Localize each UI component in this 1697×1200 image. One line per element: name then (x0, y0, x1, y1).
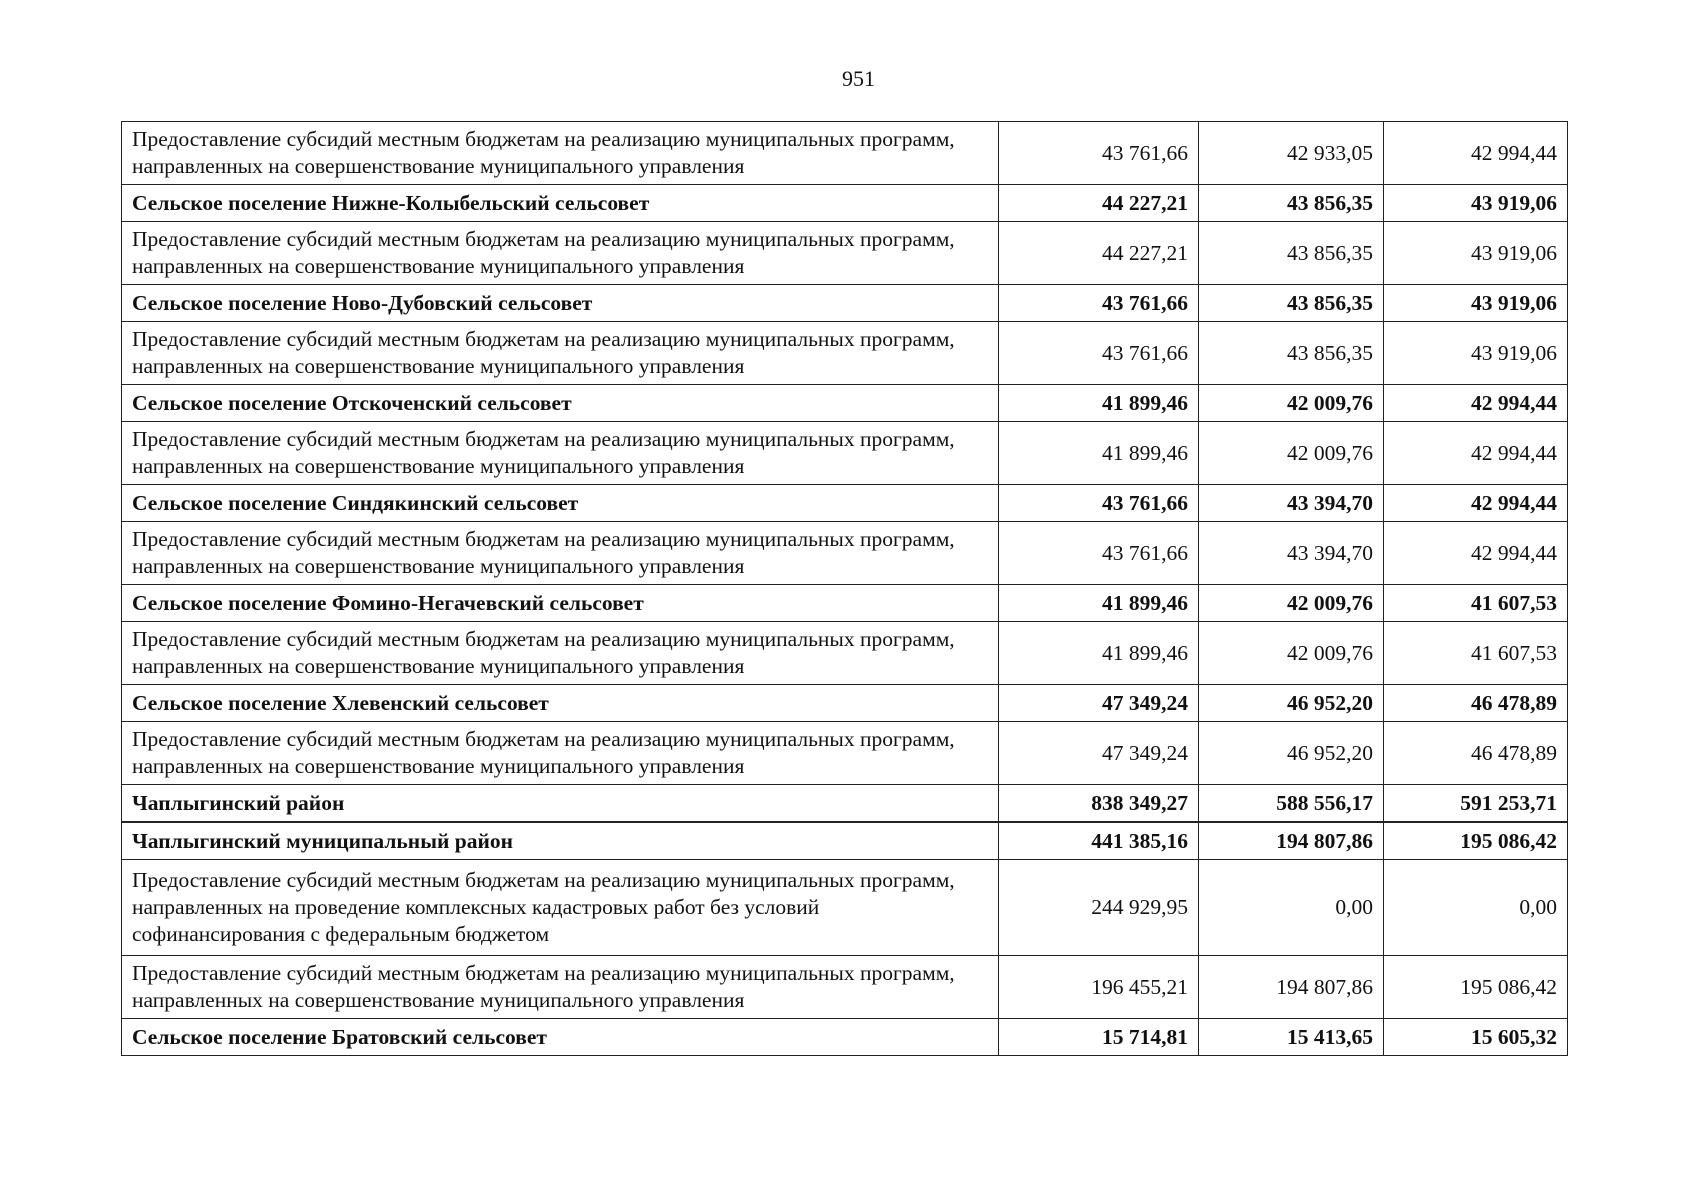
value-cell-col2: 43 856,35 (1199, 185, 1384, 222)
budget-table-body (122, 122, 1568, 1056)
row-label-cell: Предоставление субсидий местным бюджетам на реализацию муниципальных программ, направленных на совершенствование муниципального управления (122, 122, 999, 185)
value-cell-col1: 41 899,46 (999, 422, 1199, 485)
row-label-cell: Сельское поселение Нижне-Колыбельский сельсовет (122, 185, 999, 222)
table-row (122, 322, 1568, 385)
value-cell-col1: 47 349,24 (999, 722, 1199, 785)
row-label-cell: Сельское поселение Фомино-Негачевский сельсовет (122, 585, 999, 622)
value-cell-col2: 46 952,20 (1199, 722, 1384, 785)
value-cell-col1: 43 761,66 (999, 485, 1199, 522)
value-cell-col3: 42 994,44 (1384, 485, 1568, 522)
budget-table (121, 121, 1568, 1056)
table-row (122, 860, 1568, 956)
value-cell-col1: 838 349,27 (999, 785, 1199, 823)
value-cell-col1: 43 761,66 (999, 122, 1199, 185)
value-cell-col1: 41 899,46 (999, 385, 1199, 422)
value-cell-col2: 194 807,86 (1199, 956, 1384, 1019)
table-row (122, 222, 1568, 285)
value-cell-col3: 46 478,89 (1384, 722, 1568, 785)
value-cell-col2: 42 009,76 (1199, 385, 1384, 422)
value-cell-col2: 43 856,35 (1199, 222, 1384, 285)
row-label-cell: Сельское поселение Синдякинский сельсовет (122, 485, 999, 522)
table-row (122, 622, 1568, 685)
value-cell-col1: 244 929,95 (999, 860, 1199, 956)
value-cell-col3: 0,00 (1384, 860, 1568, 956)
value-cell-col3: 43 919,06 (1384, 222, 1568, 285)
value-cell-col3: 15 605,32 (1384, 1019, 1568, 1056)
row-label-cell: Предоставление субсидий местным бюджетам на реализацию муниципальных программ, направленных на совершенствование муниципального управления (122, 522, 999, 585)
table-row-total (122, 185, 1568, 222)
table-row-total (122, 1019, 1568, 1056)
value-cell-col3: 43 919,06 (1384, 285, 1568, 322)
value-cell-col1: 43 761,66 (999, 322, 1199, 385)
row-label-cell: Сельское поселение Братовский сельсовет (122, 1019, 999, 1056)
table-row-total (122, 685, 1568, 722)
value-cell-col3: 42 994,44 (1384, 122, 1568, 185)
row-label-cell: Предоставление субсидий местным бюджетам на реализацию муниципальных программ, направленных на совершенствование муниципального управления (122, 222, 999, 285)
value-cell-col2: 43 856,35 (1199, 285, 1384, 322)
value-cell-col3: 41 607,53 (1384, 585, 1568, 622)
value-cell-col2: 42 009,76 (1199, 422, 1384, 485)
value-cell-col1: 41 899,46 (999, 585, 1199, 622)
value-cell-col3: 591 253,71 (1384, 785, 1568, 823)
value-cell-col1: 441 385,16 (999, 822, 1199, 860)
value-cell-col3: 42 994,44 (1384, 385, 1568, 422)
row-label-cell: Сельское поселение Ново-Дубовский сельсовет (122, 285, 999, 322)
value-cell-col2: 43 394,70 (1199, 485, 1384, 522)
row-label-cell: Сельское поселение Хлевенский сельсовет (122, 685, 999, 722)
value-cell-col2: 42 009,76 (1199, 585, 1384, 622)
table-row (122, 722, 1568, 785)
value-cell-col2: 43 394,70 (1199, 522, 1384, 585)
row-label-cell: Предоставление субсидий местным бюджетам на реализацию муниципальных программ, направленных на совершенствование муниципального управления (122, 422, 999, 485)
table-row (122, 522, 1568, 585)
value-cell-col2: 46 952,20 (1199, 685, 1384, 722)
table-row-total (122, 785, 1568, 823)
table-row (122, 122, 1568, 185)
value-cell-col3: 42 994,44 (1384, 522, 1568, 585)
value-cell-col2: 42 009,76 (1199, 622, 1384, 685)
value-cell-col2: 194 807,86 (1199, 822, 1384, 860)
value-cell-col2: 0,00 (1199, 860, 1384, 956)
row-label-cell: Сельское поселение Отскоченский сельсовет (122, 385, 999, 422)
value-cell-col2: 15 413,65 (1199, 1019, 1384, 1056)
value-cell-col1: 15 714,81 (999, 1019, 1199, 1056)
table-row-total (122, 822, 1568, 860)
row-label-cell: Предоставление субсидий местным бюджетам на реализацию муниципальных программ, направленных на совершенствование муниципального управления (122, 322, 999, 385)
value-cell-col3: 42 994,44 (1384, 422, 1568, 485)
table-row-total (122, 385, 1568, 422)
value-cell-col3: 195 086,42 (1384, 956, 1568, 1019)
row-label-cell: Предоставление субсидий местным бюджетам на реализацию муниципальных программ, направленных на проведение комплексных кадастровых работ без условий софинансирования с федеральным бюджетом (122, 860, 999, 956)
value-cell-col3: 43 919,06 (1384, 322, 1568, 385)
value-cell-col2: 588 556,17 (1199, 785, 1384, 823)
value-cell-col3: 195 086,42 (1384, 822, 1568, 860)
table-row-total (122, 585, 1568, 622)
row-label-cell: Предоставление субсидий местным бюджетам на реализацию муниципальных программ, направленных на совершенствование муниципального управления (122, 956, 999, 1019)
value-cell-col3: 46 478,89 (1384, 685, 1568, 722)
row-label-cell: Предоставление субсидий местным бюджетам на реализацию муниципальных программ, направленных на совершенствование муниципального управления (122, 622, 999, 685)
table-row (122, 422, 1568, 485)
value-cell-col2: 43 856,35 (1199, 322, 1384, 385)
value-cell-col1: 196 455,21 (999, 956, 1199, 1019)
row-label-cell: Чаплыгинский район (122, 785, 999, 823)
value-cell-col3: 41 607,53 (1384, 622, 1568, 685)
row-label-cell: Предоставление субсидий местным бюджетам на реализацию муниципальных программ, направленных на совершенствование муниципального управления (122, 722, 999, 785)
value-cell-col1: 44 227,21 (999, 222, 1199, 285)
value-cell-col1: 43 761,66 (999, 522, 1199, 585)
row-label-cell: Чаплыгинский муниципальный район (122, 822, 999, 860)
value-cell-col1: 44 227,21 (999, 185, 1199, 222)
value-cell-col1: 47 349,24 (999, 685, 1199, 722)
table-row-total (122, 485, 1568, 522)
value-cell-col3: 43 919,06 (1384, 185, 1568, 222)
value-cell-col1: 43 761,66 (999, 285, 1199, 322)
value-cell-col1: 41 899,46 (999, 622, 1199, 685)
page-number: 951 (842, 66, 875, 91)
value-cell-col2: 42 933,05 (1199, 122, 1384, 185)
table-row (122, 956, 1568, 1019)
table-row-total (122, 285, 1568, 322)
